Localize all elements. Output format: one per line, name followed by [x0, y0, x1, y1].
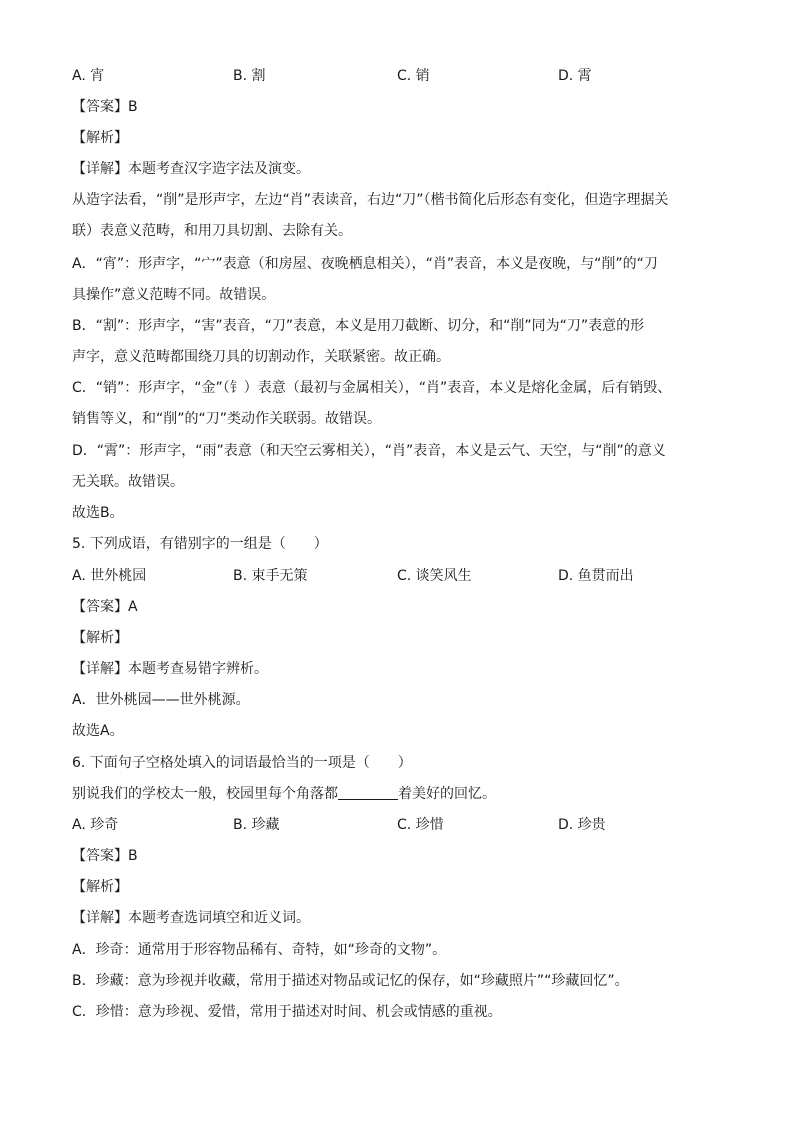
q4-body-line: 声字，意义范畴都围绕刀具的切割动作，关联紧密。故正确。 [72, 349, 450, 365]
q5-option-c: C. 谈笑风生 [397, 568, 472, 584]
q6-body-line: A．珍奇：通常用于形容物品稀有、奇特，如“珍奇的文物”。 [72, 942, 447, 958]
q6-option-b: B. 珍藏 [233, 817, 280, 833]
q6-option-a: A. 珍奇 [72, 817, 119, 833]
q4-body-line: 无关联。故错误。 [72, 474, 184, 490]
q6-stem: 6. 下面句子空格处填入的词语最恰当的一项是（ ） [72, 755, 412, 771]
q4-option-a: A. 宵 [72, 68, 105, 84]
q4-option-c: C. 销 [397, 68, 430, 84]
q5-answer: 【答案】A [72, 599, 138, 615]
q4-body-line: B．“割”：形声字，“害”表音，“刀”表意，本义是用刀截断、切分，和“削”同为“刀”表意的形 [72, 318, 645, 334]
q6-sentence-before: 别说我们的学校太一般，校园里每个角落都 [72, 786, 338, 802]
q5-option-b: B. 束手无策 [233, 568, 308, 584]
q5-option-a: A. 世外桃园 [72, 568, 147, 584]
q4-body-line: 故选B。 [72, 505, 124, 521]
q6-body-line: C．珍惜：意为珍视、爱惜，常用于描述对时间、机会或情感的重视。 [72, 1004, 502, 1020]
q5-body-line: 故选A。 [72, 723, 124, 739]
q4-option-d: D. 霄 [558, 68, 592, 84]
q4-detail-heading: 【详解】本题考查汉字造字法及演变。 [72, 161, 310, 177]
q6-option-c: C. 珍惜 [397, 817, 444, 833]
q4-analysis-heading: 【解析】 [72, 130, 128, 146]
q4-body-line: A．“宵”：形声字，“宀”表意（和房屋、夜晚栖息相关），“肖”表音，本义是夜晚，与“削”的“刀 [72, 256, 658, 272]
q6-detail-heading: 【详解】本题考查选词填空和近义词。 [72, 910, 310, 926]
q5-detail-heading: 【详解】本题考查易错字辨析。 [72, 661, 268, 677]
q6-analysis-heading: 【解析】 [72, 879, 128, 895]
q6-option-d: D. 珍贵 [558, 817, 606, 833]
q4-options [72, 66, 728, 86]
q6-sentence-after: 着美好的回忆。 [398, 786, 496, 802]
q4-body-line: 销售等义，和“削”的“刀”类动作关联弱。故错误。 [72, 411, 382, 427]
q5-stem: 5. 下列成语，有错别字的一组是（ ） [72, 536, 328, 552]
q4-option-b: B. 割 [233, 68, 266, 84]
q4-body-line: C．“销”：形声字，“金”（钅）表意（最初与金属相关），“肖”表音，本义是熔化金属，后有销毁、 [72, 380, 672, 396]
q5-analysis-heading: 【解析】 [72, 630, 128, 646]
q6-sentence [72, 784, 728, 804]
q5-body-line: A．世外桃园——世外桃源。 [72, 692, 250, 708]
q4-body-line: 具操作”意义范畴不同。故错误。 [72, 287, 276, 303]
q4-answer: 【答案】B [72, 99, 138, 115]
q6-options [72, 815, 728, 835]
q5-option-d: D. 鱼贯而出 [558, 568, 634, 584]
q6-blank [338, 784, 398, 800]
q6-answer: 【答案】B [72, 848, 138, 864]
q5-options [72, 566, 728, 586]
q4-body-line: 联）表意义范畴，和用刀具切割、去除有关。 [72, 223, 352, 239]
q6-body-line: B．珍藏：意为珍视并收藏，常用于描述对物品或记忆的保存，如“珍藏照片”“珍藏回忆”。 [72, 973, 629, 989]
q4-body-line: 从造字法看，“削”是形声字，左边“肖”表读音，右边“刀”（楷书简化后形态有变化，但造字理据关 [72, 192, 669, 208]
q4-body-line: D．“霄”：形声字，“雨”表意（和天空云雾相关），“肖”表音，本义是云气、天空，与“削”的意义 [72, 443, 666, 459]
